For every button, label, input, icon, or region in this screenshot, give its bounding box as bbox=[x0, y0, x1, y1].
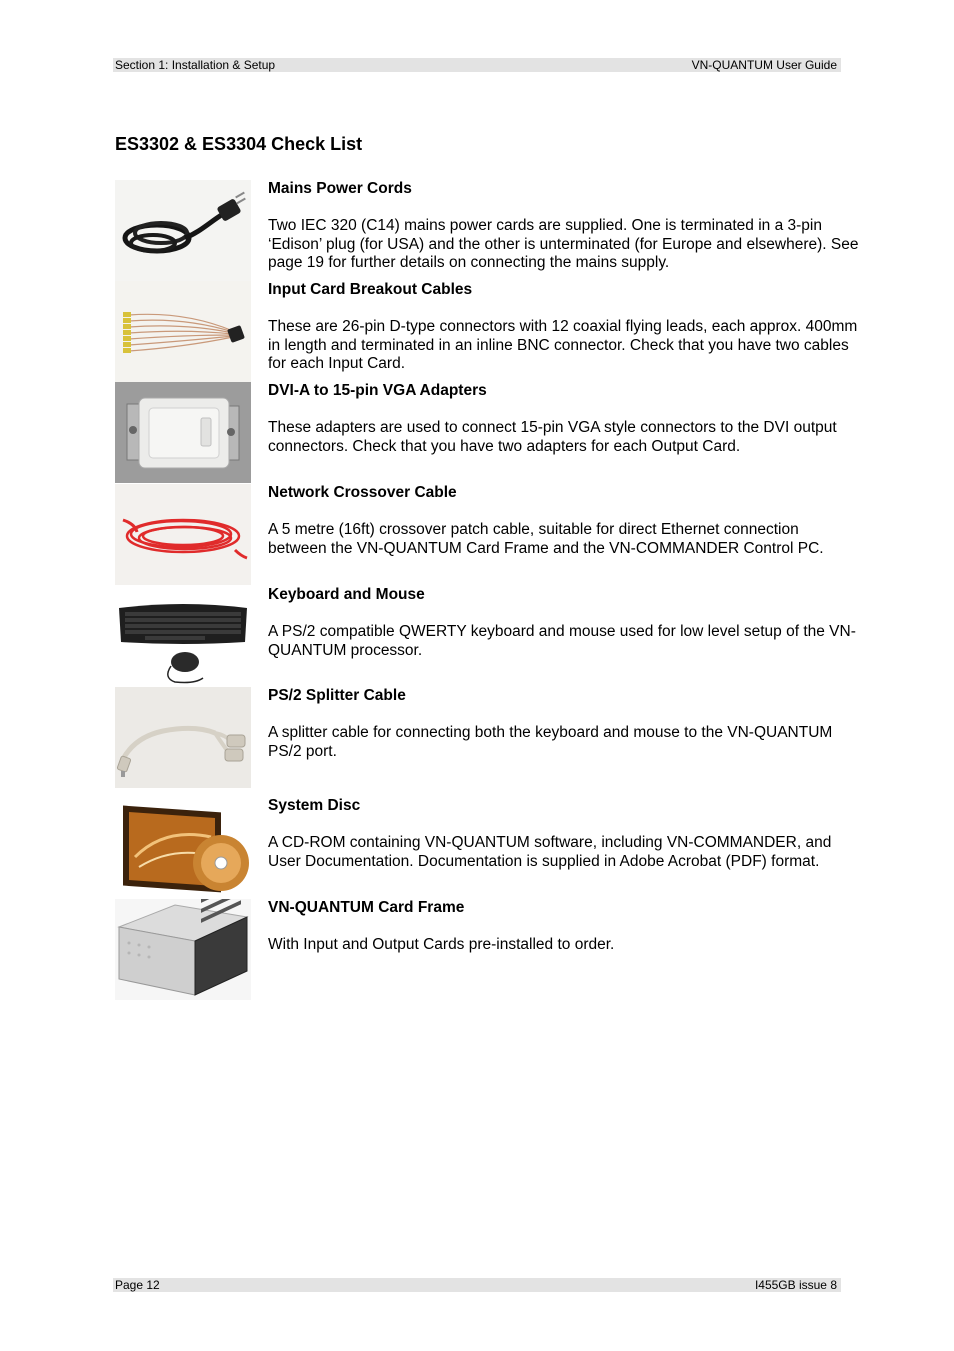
item-title: PS/2 Splitter Cable bbox=[268, 687, 406, 704]
footer-issue: I455GB issue 8 bbox=[754, 1278, 837, 1292]
item-title: Keyboard and Mouse bbox=[268, 586, 425, 603]
ps2-splitter-photo bbox=[115, 687, 251, 788]
keyboard-mouse-photo bbox=[115, 586, 251, 687]
breakout-cable-photo bbox=[115, 281, 251, 382]
header-guide-title: VN-QUANTUM User Guide bbox=[691, 58, 837, 72]
card-frame-photo bbox=[115, 899, 251, 1000]
page-title: ES3302 & ES3304 Check List bbox=[115, 134, 363, 154]
item-title: Network Crossover Cable bbox=[268, 484, 457, 501]
item-description: With Input and Output Cards pre-installed to order. bbox=[268, 936, 615, 953]
page-footer bbox=[113, 1278, 841, 1292]
system-disc-photo bbox=[115, 797, 251, 898]
power-cord-photo bbox=[115, 180, 251, 281]
item-description: These adapters are used to connect 15-pin VGA style connectors to the DVI output connectors. Check that you have two adapters for each Output Card. bbox=[268, 419, 837, 455]
item-description: A CD-ROM containing VN-QUANTUM software, including VN-COMMANDER, and User Documentation. Documentation is supplied in Adobe Acrobat (PDF) format. bbox=[268, 834, 832, 870]
item-description: A PS/2 compatible QWERTY keyboard and mouse used for low level setup of the VN-QUANTUM processor. bbox=[268, 623, 856, 659]
item-title: VN-QUANTUM Card Frame bbox=[268, 899, 465, 916]
item-title: DVI-A to 15-pin VGA Adapters bbox=[268, 382, 487, 399]
page-header bbox=[113, 58, 841, 72]
item-title: Input Card Breakout Cables bbox=[268, 281, 473, 298]
item-description: A 5 metre (16ft) crossover patch cable, suitable for direct Ethernet connection between the VN-QUANTUM Card Frame and the VN-COMMANDER Control PC. bbox=[268, 521, 824, 557]
footer-page-number: Page 12 bbox=[115, 1278, 160, 1292]
item-description: Two IEC 320 (C14) mains power cards are supplied. One is terminated in a 3-pin ‘Edison’ plug (for USA) and the other is unterminated (for Europe and elsewhere). See page 19 for further details on connecting the mains supply. bbox=[268, 217, 859, 271]
item-description: A splitter cable for connecting both the keyboard and mouse to the VN-QUANTUM PS/2 port. bbox=[268, 724, 833, 760]
dvi-adapter-photo bbox=[115, 382, 251, 483]
header-section: Section 1: Installation & Setup bbox=[115, 58, 276, 72]
network-cable-photo bbox=[115, 484, 251, 585]
item-title: Mains Power Cords bbox=[268, 180, 412, 197]
item-title: System Disc bbox=[268, 797, 361, 814]
item-description: These are 26-pin D-type connectors with 12 coaxial flying leads, each approx. 400mm in length and terminated in an inline BNC connector. Check that you have two cables for each Input Card. bbox=[268, 318, 858, 372]
